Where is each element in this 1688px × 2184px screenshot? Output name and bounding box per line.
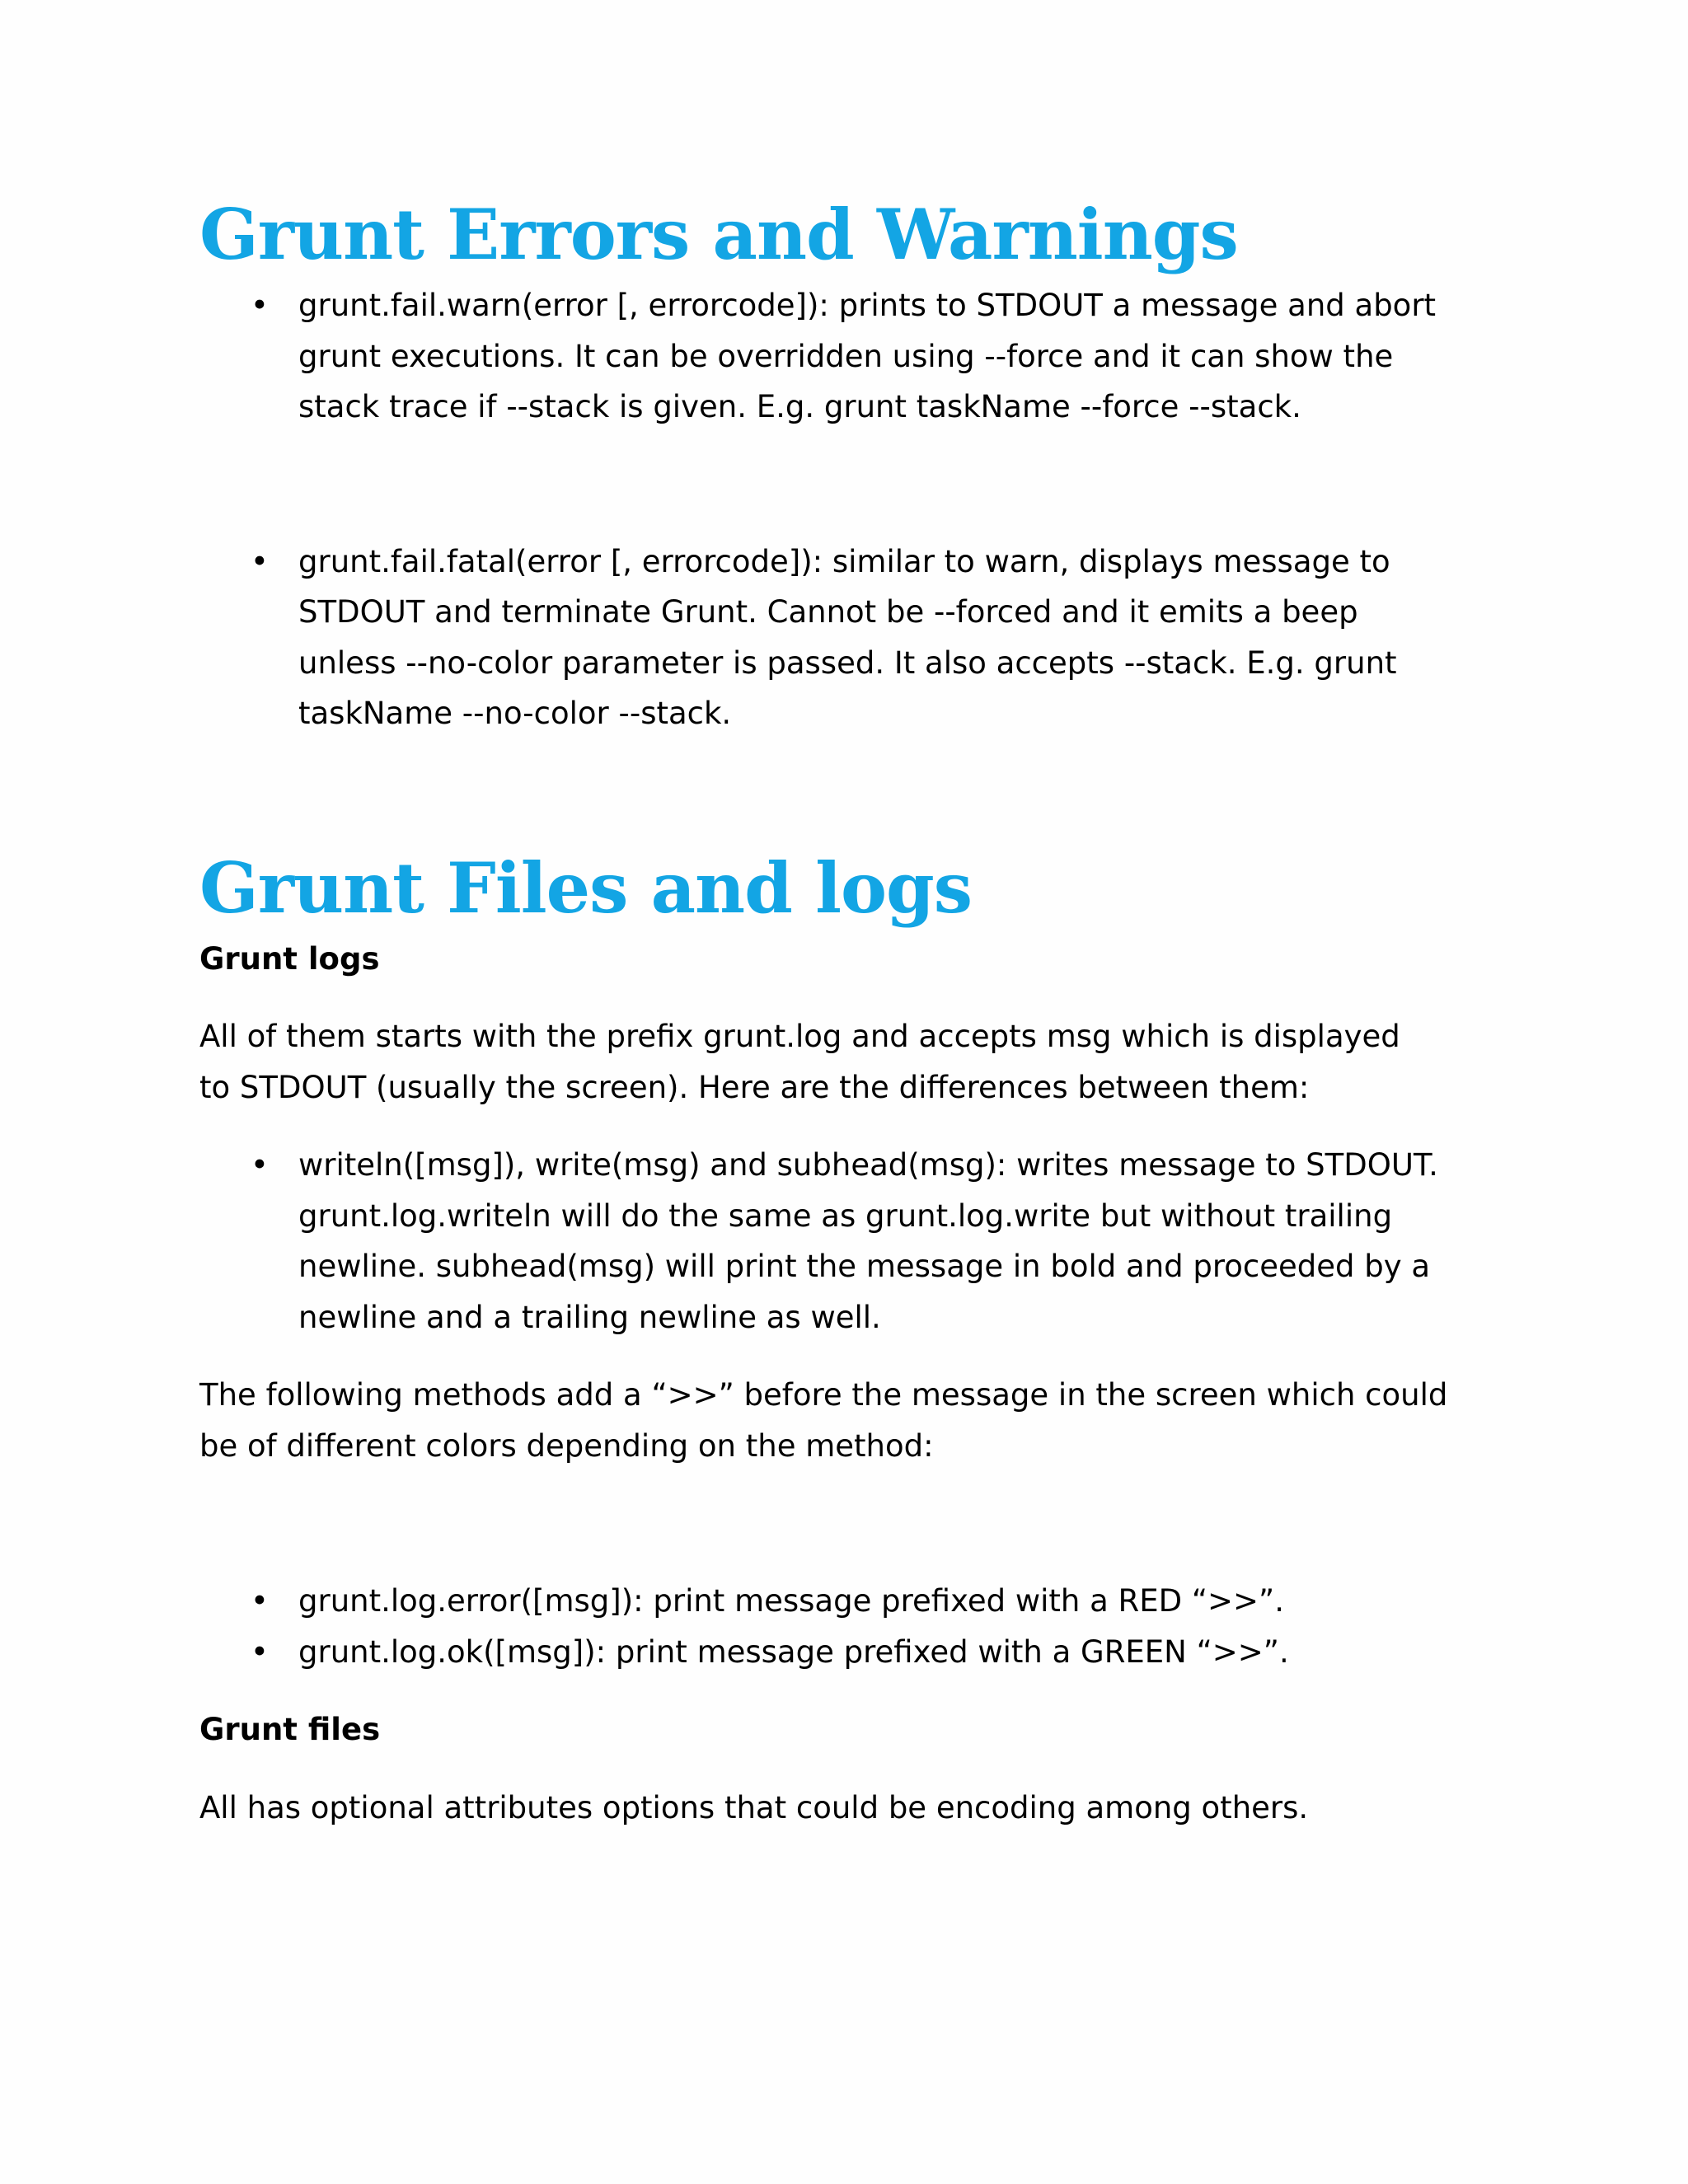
- list-item: [199, 1140, 1469, 1343]
- paragraph-files-text: All has optional attributes options that could be encoding among others.: [199, 1789, 1309, 1825]
- bullet-icon: •: [251, 288, 269, 323]
- logs-list: [199, 1140, 1493, 1343]
- section-heading-files-logs: Grunt Files and logs: [199, 846, 973, 929]
- page-content: [199, 190, 1493, 1833]
- errors-warnings-list: [199, 280, 1493, 739]
- paragraph-logs-intro: All of them starts with the prefix grunt.log and accepts msg which is displayed to STDOUT (usually the screen). Here are the differences between them:: [199, 1019, 1400, 1105]
- list-item: [199, 1576, 1493, 1627]
- list-item: [199, 1627, 1493, 1678]
- list-item-text: grunt.log.error([msg]): print message prefixed with a RED “>>”.: [298, 1583, 1284, 1619]
- list-item-text: grunt.log.ok([msg]): print message prefixed with a GREEN “>>”.: [298, 1633, 1289, 1670]
- bullet-icon: •: [251, 1633, 269, 1670]
- paragraph-methods-intro: The following methods add a “>>” before the message in the screen which could be of different colors depending on the method:: [199, 1377, 1448, 1464]
- methods-list: [199, 1576, 1493, 1677]
- list-item: [199, 537, 1436, 739]
- section-heading-errors-warnings: Grunt Errors and Warnings: [199, 194, 1238, 275]
- bullet-icon: •: [251, 543, 269, 579]
- list-item-text: grunt.fail.warn(error [, errorcode]): prints to STDOUT a message and abort grunt executions. It can be overridden using --force and it can show the stack trace if --stack is given. E.g. grunt taskName --force --stack.: [298, 288, 1437, 424]
- bullet-icon: •: [251, 1147, 269, 1183]
- list-item: [199, 280, 1469, 433]
- subheading-grunt-logs: Grunt logs: [199, 940, 380, 977]
- list-item-text: writeln([msg]), write(msg) and subhead(msg): writes message to STDOUT. grunt.log.writeln will do the same as grunt.log.write but without trailing newline. subhead(msg) will print the message in bold and proceeded by a newline and a trailing newline as well.: [298, 1147, 1438, 1335]
- subheading-grunt-files: Grunt files: [199, 1712, 381, 1747]
- bullet-icon: •: [251, 1583, 269, 1619]
- list-item-text: grunt.fail.fatal(error [, errorcode]): similar to warn, displays message to STDOUT and terminate Grunt. Cannot be --forced and it emits a beep unless --no-color parameter is passed. It also accepts --stack. E.g. grunt taskName --no-color --stack.: [298, 543, 1397, 731]
